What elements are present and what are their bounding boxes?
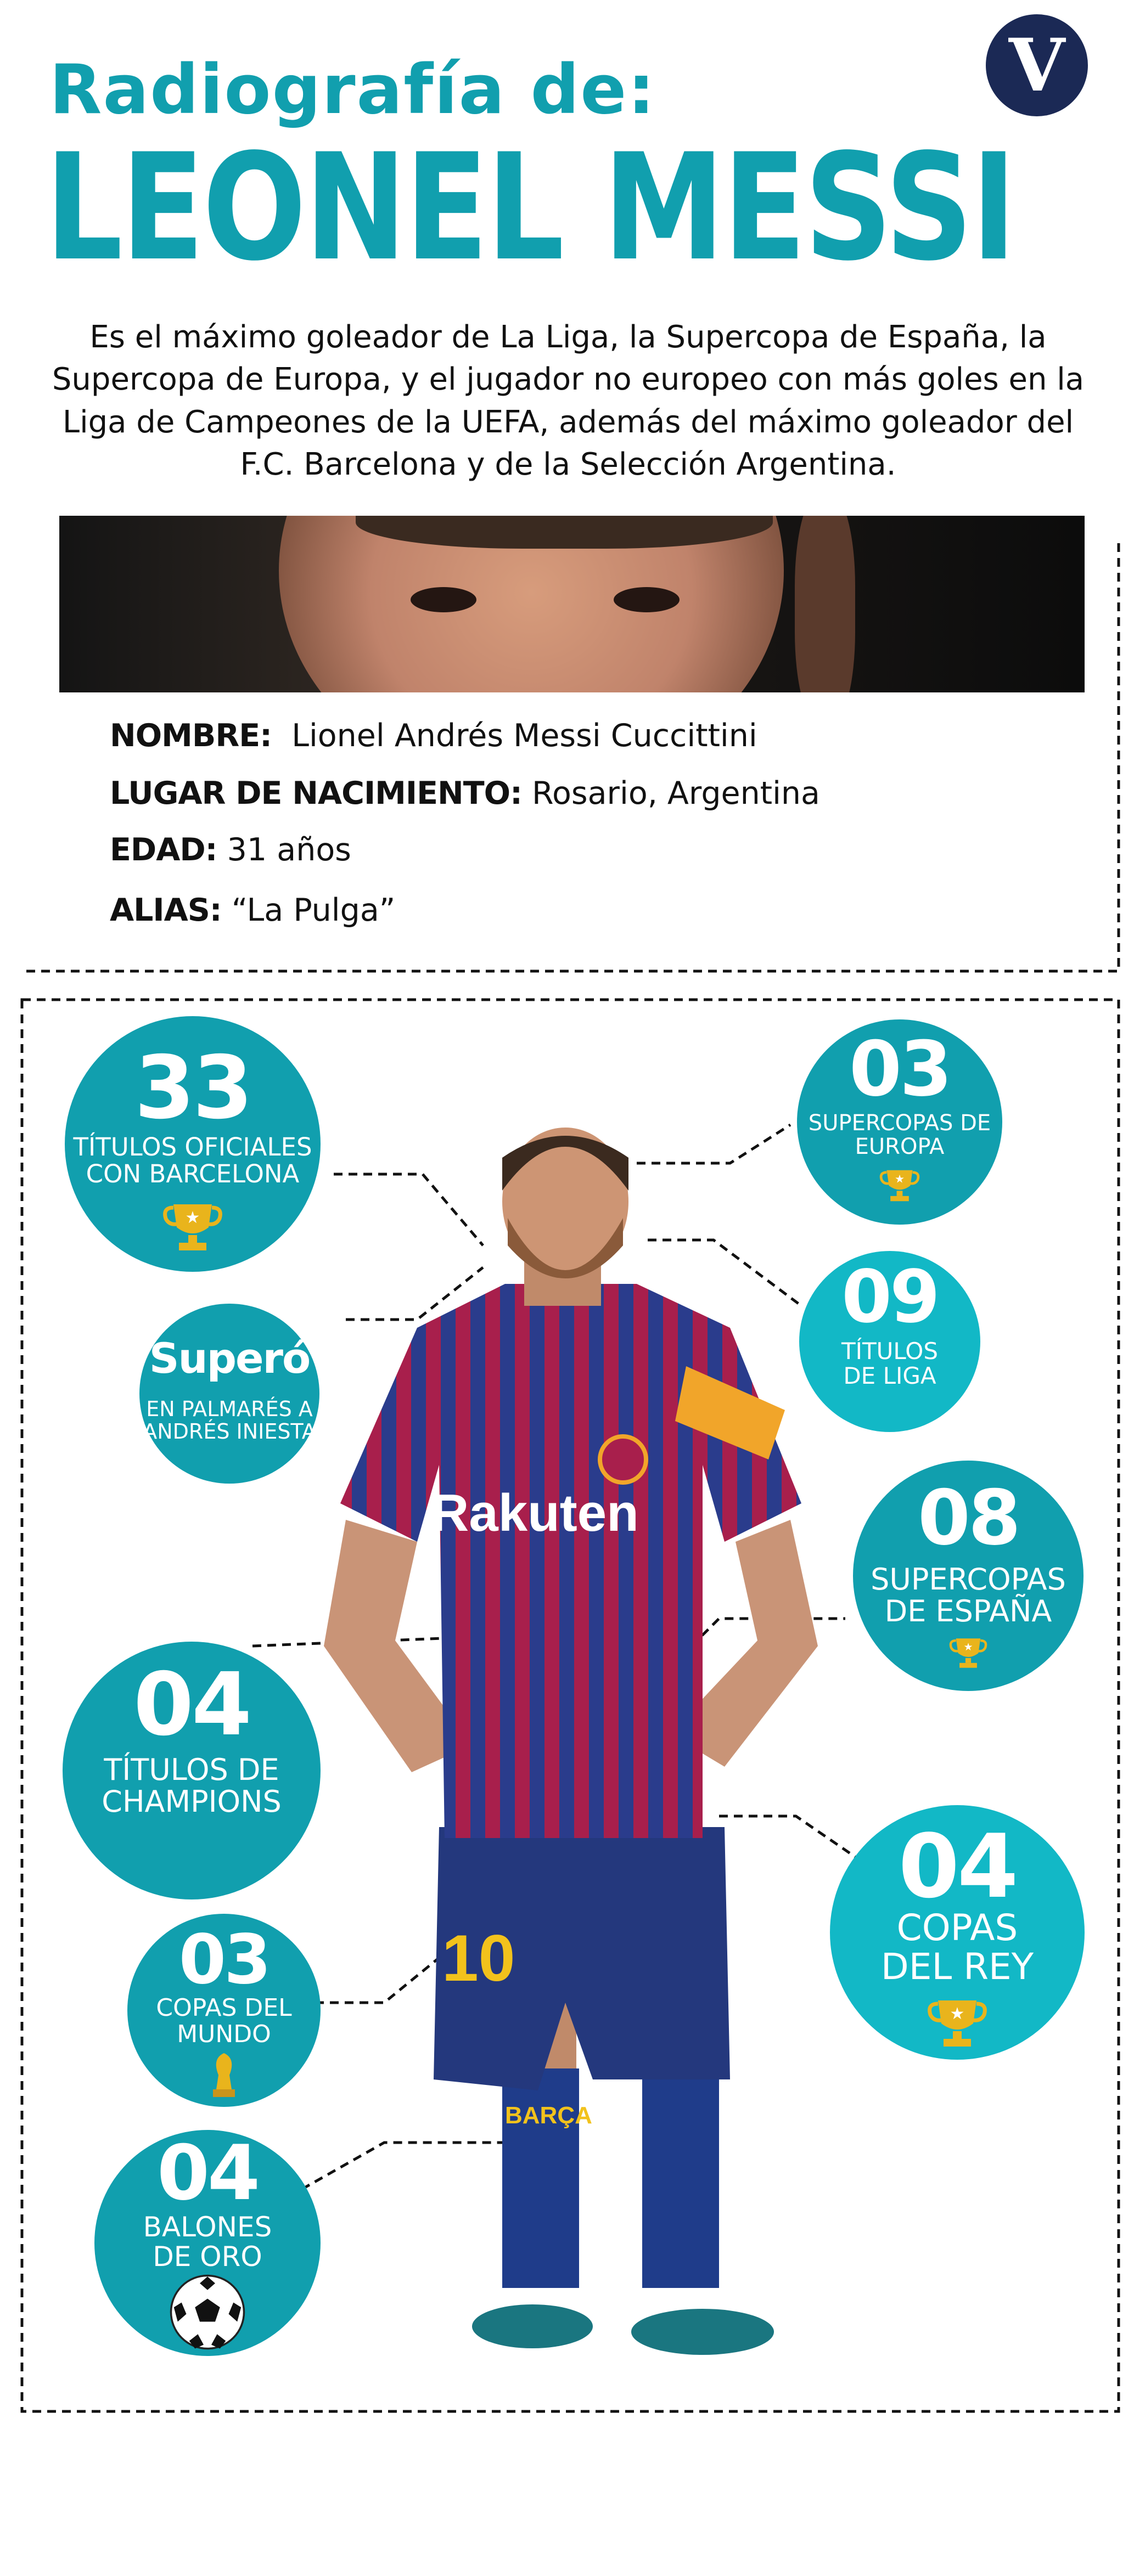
- stat-supercopas-europa: 03 SUPERCOPAS DE EUROPA ★: [797, 1019, 1002, 1225]
- intro-paragraph: Es el máximo goleador de La Liga, la Supercopa de España, la Supercopa de Europa, y el jugador no europeo con más goles en la Liga de Campeones de la UEFA, además del máximo goleador del F.C. Barcelona y de la Selección Argentina.: [52, 319, 1085, 482]
- page-title: LEONEL MESSI: [45, 122, 1015, 294]
- stat-barcelona: 33 TÍTULOS OFICIALES CON BARCELONA ★: [65, 1016, 321, 1272]
- info-alias: ALIAS: “La Pulga”: [110, 892, 396, 928]
- world-cup-icon: [207, 2051, 240, 2100]
- soccer-ball-icon: [164, 2274, 251, 2350]
- svg-text:★: ★: [950, 2004, 965, 2023]
- stat-supercopas-espana: 08 SUPERCOPAS DE ESPAÑA ★: [853, 1461, 1084, 1691]
- stat-copas-mundo: 03 COPAS DEL MUNDO: [127, 1914, 321, 2107]
- player-figure: [307, 1125, 829, 2387]
- trophy-icon: [927, 1996, 988, 2051]
- svg-text:★: ★: [963, 1640, 973, 1653]
- stat-supero: Superó EN PALMARÉS A ANDRÉS INIESTA: [139, 1304, 319, 1484]
- info-birthplace: LUGAR DE NACIMIENTO: Rosario, Argentina: [110, 775, 820, 811]
- crest-icon: [600, 1436, 646, 1483]
- sock-text: BARÇA: [505, 2102, 592, 2129]
- trophy-icon: [879, 1166, 920, 1205]
- trophy-icon: [162, 1200, 223, 1255]
- stat-balones-oro: 04 BALONES DE ORO: [94, 2130, 321, 2356]
- brand-logo[interactable]: V: [986, 14, 1088, 116]
- stat-copas-rey: 04 COPAS DEL REY ★: [830, 1805, 1085, 2060]
- svg-text:★: ★: [894, 1172, 905, 1186]
- info-name: NOMBRE: Lionel Andrés Messi Cuccittini: [110, 718, 757, 754]
- svg-text:★: ★: [185, 1208, 200, 1227]
- trophy-icon: [949, 1635, 987, 1671]
- shorts-number: 10: [442, 1921, 515, 1995]
- stat-titulos-liga: 09 TÍTULOS DE LIGA: [799, 1251, 980, 1432]
- stat-champions: 04 TÍTULOS DE CHAMPIONS: [63, 1642, 321, 1899]
- sponsor-text: Rakuten: [431, 1484, 639, 1542]
- info-age: EDAD: 31 años: [110, 832, 351, 868]
- subtitle: Radiografía de:: [49, 50, 656, 129]
